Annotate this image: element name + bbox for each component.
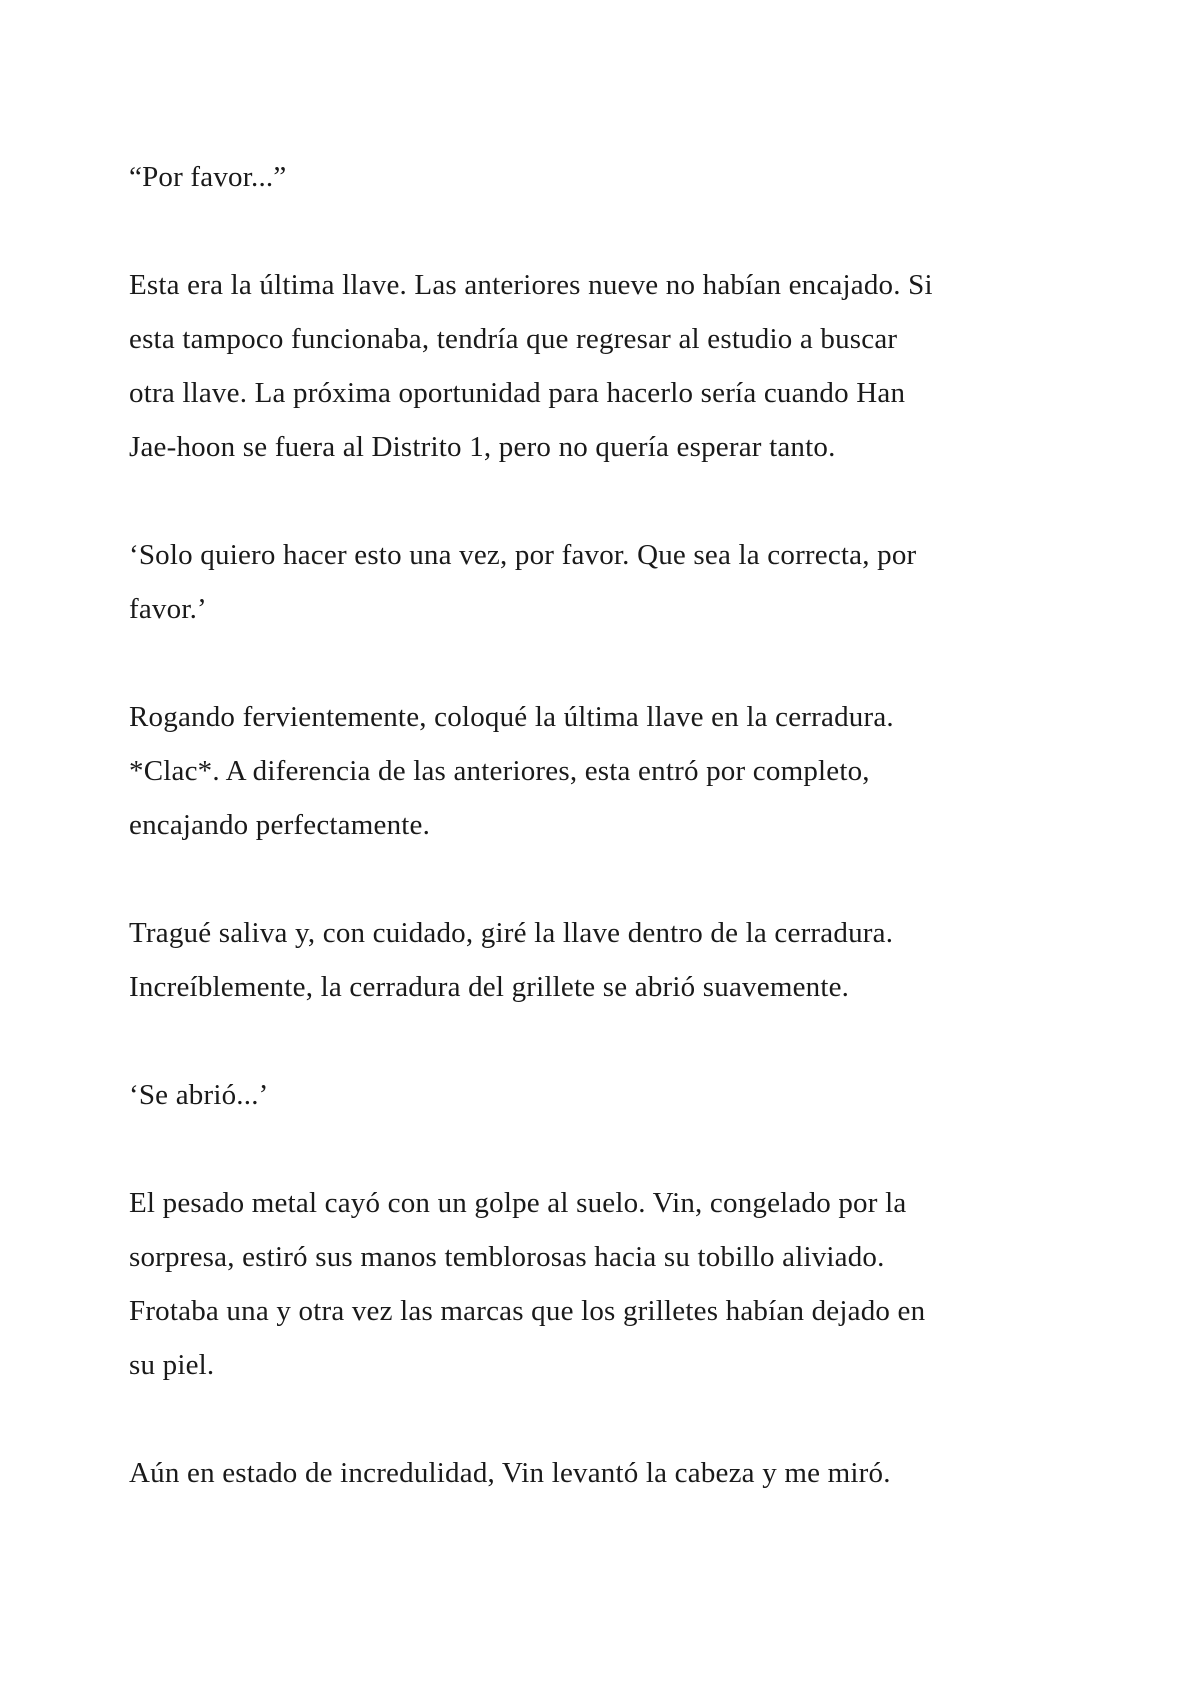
paragraph-line: favor.’ <box>129 593 207 625</box>
paragraph-line: Frotaba una y otra vez las marcas que los grilletes habían dejado en <box>129 1295 926 1327</box>
paragraph-line: *Clac*. A diferencia de las anteriores, esta entró por completo, <box>129 755 870 787</box>
paragraph-line: Esta era la última llave. Las anteriores nueve no habían encajado. Si <box>129 269 933 301</box>
paragraph-line: ‘Solo quiero hacer esto una vez, por favor. Que sea la correcta, por <box>129 539 917 571</box>
paragraph-line: Tragué saliva y, con cuidado, giré la llave dentro de la cerradura. <box>129 917 894 949</box>
paragraph-line: sorpresa, estiró sus manos temblorosas hacia su tobillo aliviado. <box>129 1241 885 1273</box>
paragraph-line: encajando perfectamente. <box>129 809 431 841</box>
paragraph-line: esta tampoco funcionaba, tendría que regresar al estudio a buscar <box>129 323 898 355</box>
paragraph-line: Aún en estado de incredulidad, Vin levantó la cabeza y me miró. <box>129 1457 891 1489</box>
paragraph-line: Increíblemente, la cerradura del grillete se abrió suavemente. <box>129 971 850 1003</box>
paragraph-line: ‘Se abrió...’ <box>129 1079 269 1111</box>
paragraph-line: “Por favor...” <box>129 161 287 193</box>
paragraph-line: otra llave. La próxima oportunidad para hacerlo sería cuando Han <box>129 377 906 409</box>
paragraph-line: Jae-hoon se fuera al Distrito 1, pero no quería esperar tanto. <box>129 431 836 463</box>
paragraph-line: El pesado metal cayó con un golpe al suelo. Vin, congelado por la <box>129 1187 907 1219</box>
paragraph-line: su piel. <box>129 1349 215 1381</box>
paragraph-line: Rogando fervientemente, coloqué la última llave en la cerradura. <box>129 701 894 733</box>
